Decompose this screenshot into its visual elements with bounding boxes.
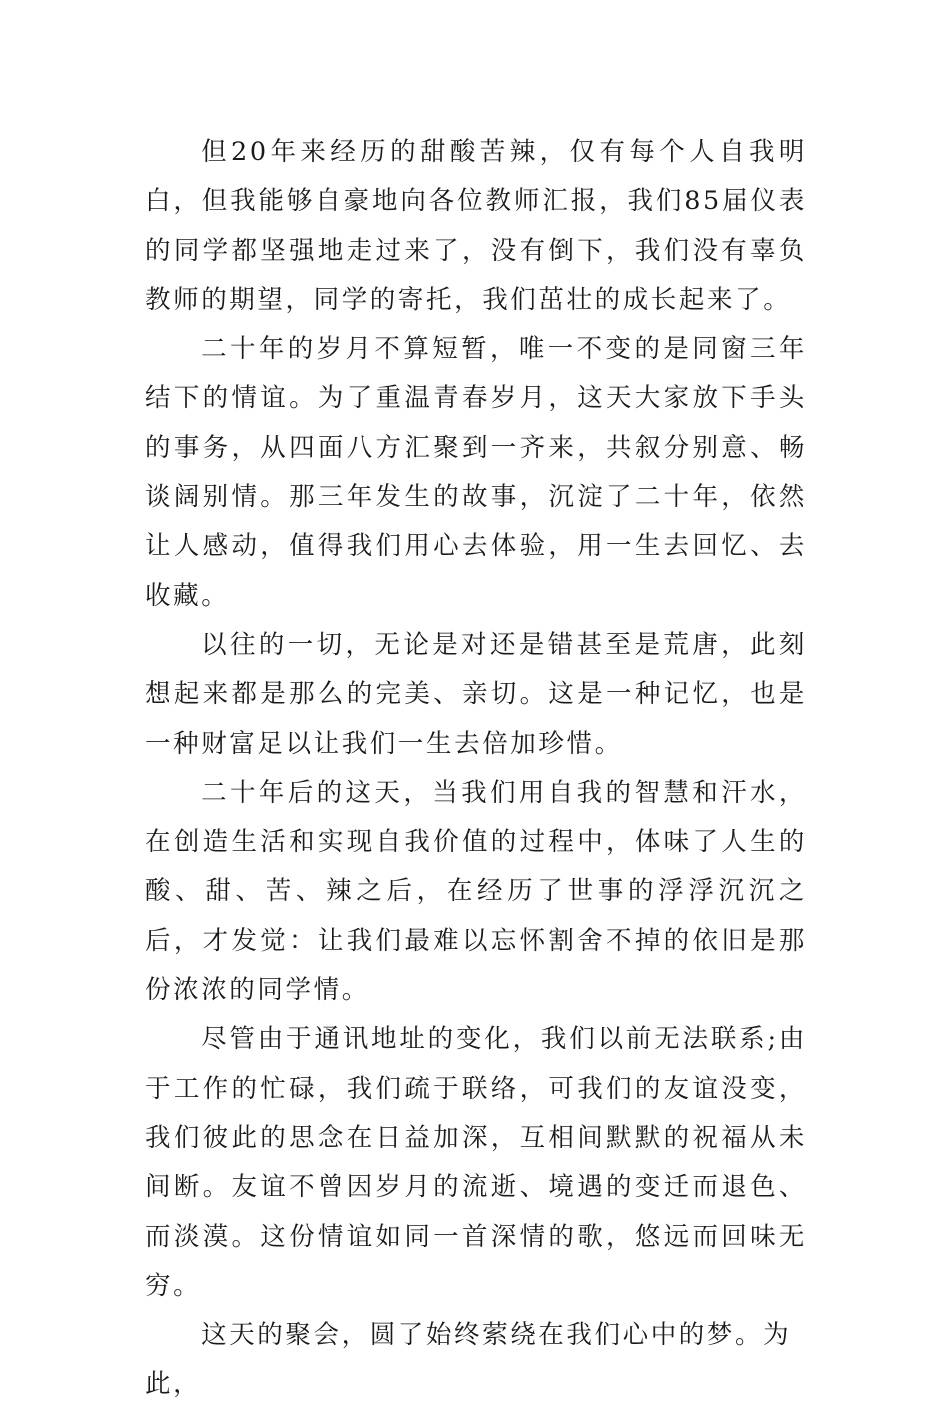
paragraph-4: 二十年后的这天，当我们用自我的智慧和汗水，在创造生活和实现自我价值的过程中，体味了人生的酸、甜、苦、辣之后，在经历了世事的浮浮沉沉之后，才发觉：让我们最难以忘怀割舍不掉的依旧是那份浓浓的同学情。 (145, 777, 807, 1006)
paragraph-2: 二十年的岁月不算短暂，唯一不变的是同窗三年结下的情谊。为了重温青春岁月，这天大家放下手头的事务，从四面八方汇聚到一齐来，共叙分别意、畅谈阔别情。那三年发生的故事，沉淀了二十年，依然让人感动，值得我们用心去体验，用一生去回忆、去收藏。 (145, 334, 807, 611)
paragraph-1: 但20年来经历的甜酸苦辣，仅有每个人自我明白，但我能够自豪地向各位教师汇报，我们85届仪表的同学都坚强地走过来了，没有倒下，我们没有辜负教师的期望，同学的寄托，我们茁壮的成长起来了。 (145, 137, 807, 315)
paragraph-3: 以往的一切，无论是对还是错甚至是荒唐，此刻想起来都是那么的完美、亲切。这是一种记忆，也是一种财富足以让我们一生去倍加珍惜。 (145, 629, 807, 759)
document-body (145, 128, 807, 1410)
paragraph-6: 这天的聚会，圆了始终萦绕在我们心中的梦。为此， (145, 1320, 792, 1400)
paragraph-5: 尽管由于通讯地址的变化，我们以前无法联系;由于工作的忙碌，我们疏于联络，可我们的友谊没变，我们彼此的思念在日益加深，互相间默默的祝福从未间断。友谊不曾因岁月的流逝、境遇的变迁而退色、而淡漠。这份情谊如同一首深情的歌，悠远而回味无穷。 (145, 1024, 807, 1301)
